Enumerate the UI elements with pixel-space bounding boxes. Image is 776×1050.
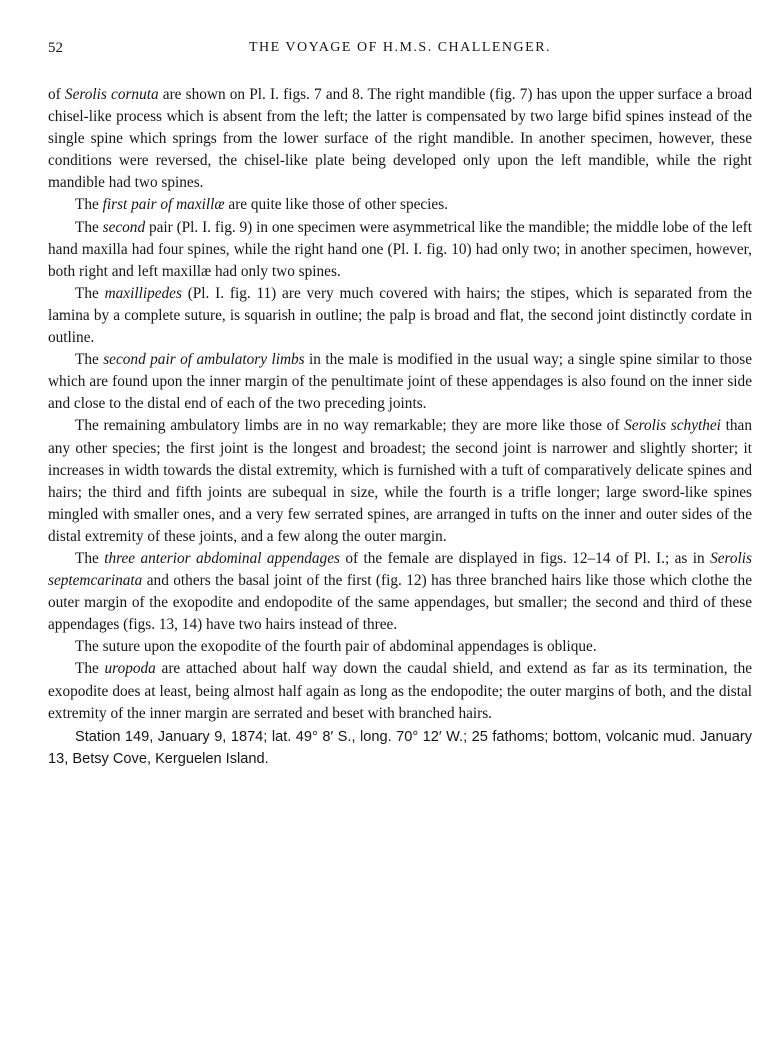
text-run: than any other species; the first joint is the longest and broadest; the second joint is narrower and slightly shorter; it increases in width towards the distal extremity, which is furnished with a tuft of comparatively delicate spines and hairs; the third and fifth joints are subequal in size, while the fourth is a trifle longer; large sword-like spines mingled with smaller ones, and a very few serrated spines, are arranged in tufts on the inner and outer sides of the distal extremity of these joints, and a few along the outer margin. [48, 417, 752, 545]
paragraph [48, 349, 752, 415]
text-run: of the female are displayed in figs. 12–14 of Pl. I.; as in [339, 549, 711, 567]
text-run: are shown on Pl. I. figs. 7 and 8. The right mandible (fig. 7) has upon the upper surface a broad chisel-like process which is absent from the left; the latter is compensated by two large bifid spines instead of the single spine which springs from the lower surface of the right mandible. In another specimen, however, these conditions were reversed, the chisel-like plate being developed only upon the left mandible, while the right mandible had two spines. [48, 86, 752, 192]
paragraph [48, 84, 752, 194]
paragraph [48, 283, 752, 349]
body-text [48, 84, 752, 770]
text-run: The [75, 284, 105, 302]
text-run: Station 149, January 9, 1874; lat. 49° 8′ S., long. 70° 12′ W.; 25 fathoms; bottom, volcanic mud. January 13, Betsy Cove, Kerguelen Island. [48, 728, 752, 767]
italic-term: three anterior abdominal appendages [104, 549, 340, 567]
text-run: are quite like those of other species. [224, 196, 449, 214]
italic-term: uropoda [104, 660, 156, 678]
italic-term: Serolis cornuta [64, 86, 159, 103]
text-run: pair (Pl. I. fig. 9) in one specimen were asymmetrical like the mandible; the middle lobe of the left hand maxilla had four spines, while the right hand one (Pl. I. fig. 10) had only two; in another specimen, however, both right and left maxillæ had only two spines. [48, 218, 752, 280]
italic-term: second [102, 218, 146, 236]
text-run: (Pl. I. fig. 11) are very much covered with hairs; the stipes, which is separated from the lamina by a complete suture, is squarish in outline; the palp is broad and flat, the second joint distinctly cordate in outline. [48, 284, 753, 347]
paragraph [48, 548, 752, 636]
text-run: The [75, 549, 105, 567]
text-run: are attached about half way down the caudal shield, and extend as far as its termination, the exopodite does at least, being almost half again as long as the endopodite; the outer margins of both, and the distal extremity of the inner margin are serrated and beset with branched hairs. [48, 660, 753, 722]
text-run: The suture upon the exopodite of the fourth pair of abdominal appendages is oblique. [75, 638, 597, 656]
paragraph [48, 194, 752, 216]
paragraph [48, 658, 752, 724]
paragraph [48, 415, 752, 548]
italic-term: Serolis schythei [624, 417, 721, 435]
italic-term: first pair of maxillæ [102, 196, 225, 214]
page-number: 52 [48, 40, 63, 56]
paragraph [48, 636, 752, 658]
text-run: The [75, 218, 103, 236]
text-run: The [75, 660, 105, 678]
italic-term: maxillipedes [104, 284, 182, 302]
running-title: THE VOYAGE OF H.M.S. CHALLENGER. [248, 40, 552, 55]
page-header [48, 40, 752, 64]
text-run: The remaining ambulatory limbs are in no way remarkable; they are more like those of [75, 417, 625, 435]
station-record [48, 726, 752, 770]
paragraph [48, 217, 752, 283]
text-run: and others the basal joint of the first (fig. 12) has three branched hairs like those which clothe the outer margin of the exopodite and endopodite of the same appendages, but smaller; the second and third of these appendages (figs. 13, 14) have two hairs instead of three. [48, 572, 752, 634]
text-run: The [75, 351, 104, 369]
text-run: The [75, 196, 103, 214]
italic-term: second pair of ambulatory limbs [103, 351, 305, 369]
italic-term: Serolis septemcarinata [48, 549, 753, 590]
text-run: in the male is modified in the usual way; a single spine similar to those which are found upon the inner margin of the penultimate joint of these appendages is also found on the inner side and close to the distal end of each of the two preceding joints. [48, 351, 752, 413]
text-run: of [48, 86, 65, 103]
